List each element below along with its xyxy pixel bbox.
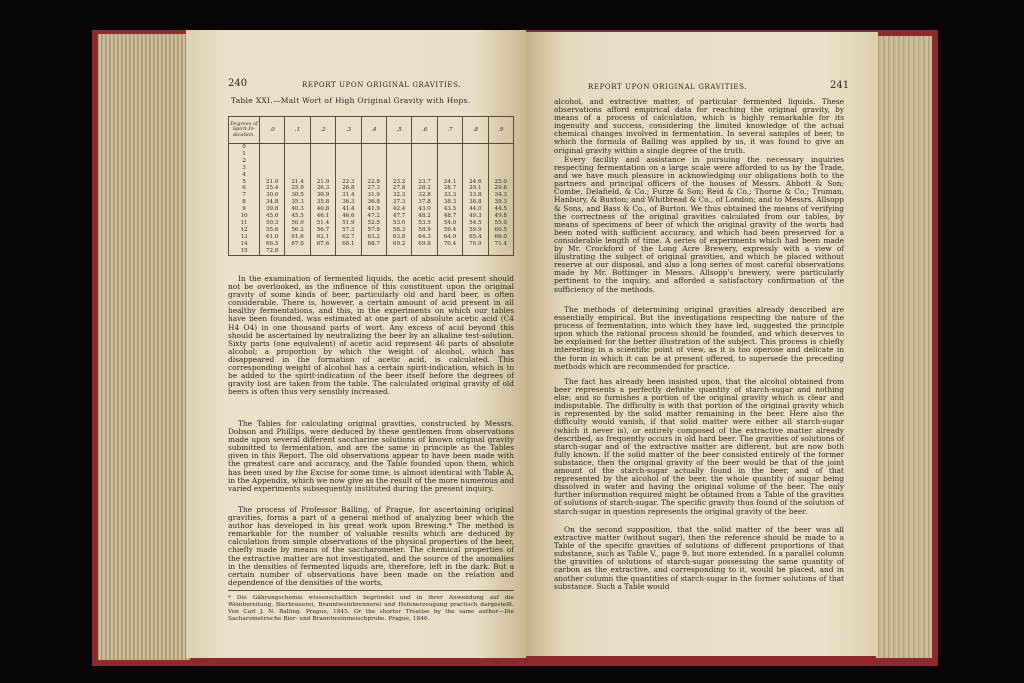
row-degree-cell: 4 — [229, 172, 260, 179]
gravity-cell: 28.2 — [412, 185, 437, 192]
gravity-cell: 58.3 — [386, 227, 411, 234]
gravity-cell — [336, 158, 361, 165]
gravity-cell: 22.3 — [336, 179, 361, 186]
gravity-cell — [260, 144, 285, 151]
gravity-cell: 43.5 — [437, 206, 462, 213]
gravity-cell — [488, 165, 513, 172]
right-page — [526, 32, 878, 656]
gravity-cell — [437, 151, 462, 158]
gravity-cell — [463, 144, 488, 151]
gravity-cell: 42.4 — [386, 206, 411, 213]
gravity-cell — [412, 165, 437, 172]
table-body — [229, 144, 514, 256]
gravity-cell — [488, 172, 513, 179]
gravity-cell — [336, 151, 361, 158]
gravity-cell — [310, 165, 335, 172]
gravity-cell: 41.4 — [336, 206, 361, 213]
gravity-cell — [285, 172, 310, 179]
gravity-cell: 37.8 — [412, 199, 437, 206]
gravity-cell — [386, 144, 411, 151]
right-running-head: REPORT UPON ORIGINAL GRAVITIES. — [588, 83, 748, 91]
gravity-cell — [310, 144, 335, 151]
col-header: .9 — [488, 117, 513, 144]
left-paragraph-1: In the examination of fermented liquids, the acetic acid present should not be overlooked, as the influence of this constituent upon the original gravity of some kinds of beer, particularly old and hard beer, is often considerable. There is, however, a certain amount of acid present in all healthy fermentations, and this, in the experiments on which our tables have been founded, was estimated at one part of absolute acetic acid (C4 H4 O4) in one thousand parts of wort. Any excess of acid beyond this should be ascertained by neutralizing the beer by an alkaline test-solution. Sixty parts (one equivalent) of acetic acid represent 46 parts of absolute alcohol; a proportion by which the weight of alcohol, which has disappeared in the formation of acetic acid, is calculated. This corresponding weight of alcohol has a certain spirit-indication, which is to be added to the spirit-indication of the beer itself before the degrees of gravity lost are taken from the table. The calculated original gravity of old beers is often thus very sensibly increased. — [228, 274, 514, 397]
gravity-cell: 69.2 — [386, 241, 411, 248]
gravity-cell: 25.9 — [285, 185, 310, 192]
gravity-cell: 52.5 — [361, 220, 386, 227]
gravity-cell: 67.0 — [285, 241, 310, 248]
col-header: .0 — [260, 117, 285, 144]
gravity-cell — [437, 144, 462, 151]
gravity-cell — [361, 158, 386, 165]
gravity-cell: 65.4 — [463, 234, 488, 241]
table-row — [229, 206, 514, 213]
gravity-cell — [361, 151, 386, 158]
table-row — [229, 248, 514, 255]
gravity-cell: 61.0 — [260, 234, 285, 241]
gravity-cell — [463, 172, 488, 179]
gravity-cell: 24.6 — [463, 179, 488, 186]
gravity-cell: 36.3 — [336, 199, 361, 206]
row-degree-cell: 6 — [229, 185, 260, 192]
gravity-cell: 45.0 — [260, 213, 285, 220]
gravity-cell: 57.8 — [361, 227, 386, 234]
gravity-cell — [437, 172, 462, 179]
gravity-cell: 36.8 — [361, 199, 386, 206]
gravity-cell — [412, 151, 437, 158]
table-row — [229, 199, 514, 206]
gravity-cell: 39.8 — [260, 206, 285, 213]
gravity-cell: 33.8 — [463, 192, 488, 199]
row-degree-cell: 0 — [229, 144, 260, 151]
gravity-cell: 49.3 — [463, 213, 488, 220]
row-degree-cell: 3 — [229, 165, 260, 172]
gravity-cell: 59.9 — [463, 227, 488, 234]
gravity-cell: 23.2 — [386, 179, 411, 186]
gravity-cell — [437, 248, 462, 255]
left-page — [186, 30, 526, 658]
gravity-cell: 59.4 — [437, 227, 462, 234]
gravity-cell — [412, 158, 437, 165]
table-header-row — [229, 117, 514, 144]
gravity-cell: 34.8 — [260, 199, 285, 206]
gravity-cell — [310, 151, 335, 158]
gravity-cell — [463, 151, 488, 158]
gravity-cell — [260, 158, 285, 165]
right-paragraph-4: The fact has already been insisted upon, that the alcohol obtained from beer represents a perfectly definite quantity of starch-sugar and nothing else; and so furnishes a portion of the original gravity which is clear and indisputable. The difficulty is with that portion of the original gravity which is represented by the solid matter remaining in the beer. Here also the difficulty would vanish, if that solid matter were either all starch-sugar (which it never is), or entirely composed of the extractive matter already described, as frequently occurs in old hard beer. The gravities of solutions of starch-sugar and of the extractive matter are different, but are now both fully known. If the solid matter of the beer consisted entirely of the former substance, then the original gravity of the beer would be that of the joint amount of the starch-sugar actually found in the beer, and of that represented by the alcohol of the beer, the whole quantity of sugar being dissolved in water and having the original volume of the beer. The only further information required might be obtained from a Table of the gravities of solutions of starch-sugar. The specific gravity thus found of the solution of starch-sugar in question represents the original gravity of the beer. — [554, 377, 844, 516]
gravity-cell: 50.9 — [285, 220, 310, 227]
gravity-cell: 58.9 — [412, 227, 437, 234]
gravity-cell: 35.8 — [310, 199, 335, 206]
gravity-cell: 51.9 — [336, 220, 361, 227]
right-page-number: 241 — [830, 80, 850, 91]
gravity-cell — [488, 248, 513, 255]
gravity-cell: 56.2 — [285, 227, 310, 234]
gravity-cell — [361, 165, 386, 172]
gravity-cell — [386, 172, 411, 179]
col-header: .7 — [437, 117, 462, 144]
col-header: .5 — [386, 117, 411, 144]
gravity-cell — [310, 172, 335, 179]
gravity-cell: 68.1 — [336, 241, 361, 248]
gravity-cell: 32.8 — [412, 192, 437, 199]
gravity-cell: 62.7 — [336, 234, 361, 241]
gravity-cell — [463, 248, 488, 255]
gravity-cell — [488, 158, 513, 165]
gravity-cell — [437, 165, 462, 172]
table-row — [229, 158, 514, 165]
gravity-cell — [437, 158, 462, 165]
gravity-cell — [488, 144, 513, 151]
gravity-cell: 60.5 — [488, 227, 513, 234]
gravity-cell: 38.8 — [463, 199, 488, 206]
gravity-cell: 31.9 — [361, 192, 386, 199]
gravity-cell — [285, 144, 310, 151]
table-row — [229, 227, 514, 234]
gravity-cell: 39.3 — [488, 199, 513, 206]
gravity-cell — [386, 248, 411, 255]
gravity-cell — [310, 248, 335, 255]
left-running-head: REPORT UPON ORIGINAL GRAVITIES. — [302, 81, 462, 89]
gravity-cell — [336, 248, 361, 255]
gravity-cell — [386, 151, 411, 158]
row-degree-cell: 14 — [229, 241, 260, 248]
gravity-cell: 71.4 — [488, 241, 513, 248]
gravity-table — [228, 116, 514, 256]
gravity-cell — [361, 172, 386, 179]
gravity-cell — [361, 144, 386, 151]
table-row — [229, 179, 514, 186]
gravity-cell — [285, 248, 310, 255]
col-header: .1 — [285, 117, 310, 144]
gravity-cell: 21.0 — [260, 179, 285, 186]
gravity-cell: 33.3 — [437, 192, 462, 199]
table-row — [229, 192, 514, 199]
gravity-cell: 64.3 — [412, 234, 437, 241]
gravity-cell: 51.4 — [310, 220, 335, 227]
gravity-cell: 40.3 — [285, 206, 310, 213]
gravity-cell: 44.5 — [488, 206, 513, 213]
gravity-cell: 27.3 — [361, 185, 386, 192]
gravity-cell: 23.7 — [412, 179, 437, 186]
gravity-cell: 49.8 — [488, 213, 513, 220]
gravity-cell: 31.4 — [336, 192, 361, 199]
gravity-cell: 21.4 — [285, 179, 310, 186]
table-row — [229, 185, 514, 192]
gravity-cell: 63.2 — [361, 234, 386, 241]
gravity-cell: 40.8 — [310, 206, 335, 213]
gravity-cell — [260, 151, 285, 158]
gravity-cell: 66.5 — [260, 241, 285, 248]
gravity-cell: 45.5 — [285, 213, 310, 220]
gravity-cell: 61.6 — [285, 234, 310, 241]
row-degree-cell: 5 — [229, 179, 260, 186]
col-header: .4 — [361, 117, 386, 144]
gravity-cell: 70.9 — [463, 241, 488, 248]
gravity-cell: 28.7 — [437, 185, 462, 192]
gravity-cell: 27.8 — [386, 185, 411, 192]
table-corner-header: Degrees of Spirit-In-dication. — [229, 117, 260, 144]
row-degree-cell: 12 — [229, 227, 260, 234]
gravity-cell: 48.2 — [412, 213, 437, 220]
col-header: .2 — [310, 117, 335, 144]
left-paragraph-2: The Tables for calculating original gravities, constructed by Messrs. Dobson and Phillips, were deduced by these gentlemen from observations made upon several different saccharine solutions of known original gravity submitted to fermentation, and are the same in principle as the Tables given in this Report. The old observations appear to have been made with the greatest care and accuracy, and the Table founded upon them, which has been used by the Excise for some time, is almost identical with Table A, in the Appendix, which we now give as the result of the more numerous and varied experiments subsequently instituted during the present inquiry. — [228, 419, 514, 493]
table-row — [229, 234, 514, 241]
right-paragraph-3: The methods of determining original gravities already described are essentially empirical. But the investigations respecting the nature of the process of fermentation, into which they have led, suggested the principle upon which the rational process should be founded, and which deserves to be explained for the better illustration of the subject. This process is chiefly interesting in a scientific point of view, as it is too operose and delicate in the form in which it can be at present offered, to supersede the preceding methods which are recommended for practice. — [554, 305, 844, 371]
table-row — [229, 165, 514, 172]
gravity-cell: 50.3 — [260, 220, 285, 227]
gravity-cell: 43.0 — [412, 206, 437, 213]
gravity-cell: 47.7 — [386, 213, 411, 220]
gravity-cell — [361, 248, 386, 255]
gravity-cell: 64.9 — [437, 234, 462, 241]
gravity-cell: 32.3 — [386, 192, 411, 199]
row-degree-cell: 10 — [229, 213, 260, 220]
gravity-cell: 35.3 — [285, 199, 310, 206]
table-row — [229, 172, 514, 179]
left-page-number: 240 — [228, 78, 248, 89]
gravity-cell: 68.7 — [361, 241, 386, 248]
right-paragraph-1: alcohol, and extractive matter, of particular fermented liquids. These observations afford empirical data for reaching the original gravity, by means of a process of calculation, which is highly remarkable for its ingenuity and success, considering the limited knowledge of the actual chemical changes involved in fermentation. In several samples of beer, to which the formula of Balling was applied by us, it was found to give an original gravity within a single degree of the truth. — [554, 97, 844, 155]
gravity-cell: 41.9 — [361, 206, 386, 213]
gravity-cell: 70.4 — [437, 241, 462, 248]
col-header: .3 — [336, 117, 361, 144]
gravity-cell — [412, 248, 437, 255]
table-row — [229, 213, 514, 220]
row-degree-cell: 2 — [229, 158, 260, 165]
gravity-cell: 30.9 — [310, 192, 335, 199]
gravity-cell — [412, 144, 437, 151]
right-page-edges — [876, 36, 932, 658]
right-paragraph-5: On the second supposition, that the solid matter of the beer was all extractive matter (without sugar), then the reference should be made to a Table of the specific gravities of solutions of different proportions of that substance, such as Table V., page 9, but more extended. In a parallel column the gravities of solutions of starch-sugar possessing the same quantity of carbon as the extractive, and corresponding to it, would be placed, and in another column the quantities of starch-sugar in the former solutions of that substance. Such a Table would — [554, 525, 844, 591]
gravity-cell: 46.6 — [336, 213, 361, 220]
table-row — [229, 151, 514, 158]
gravity-cell: 55.0 — [488, 220, 513, 227]
table-row — [229, 220, 514, 227]
gravity-cell: 53.5 — [412, 220, 437, 227]
row-degree-cell: 7 — [229, 192, 260, 199]
gravity-cell — [488, 151, 513, 158]
left-paragraph-3: The process of Professor Balling, of Prague, for ascertaining original gravities, forms a part of a general method of analyzing beer which the author has developed in his great work upon Brewing.* The method is remarkable for the number of valuable results which are deduced by calculation from simple observations of the physical properties of the beer, chiefly made by means of the saccharometer. The chemical properties of the extractive matter are not investigated, and the source of the anomalies in the densities of fermented liquids are, therefore, left in the dark. But a certain number of observations have been made on the relation and dependence of the densities of the worts, — [228, 505, 514, 587]
gravity-cell — [260, 172, 285, 179]
row-degree-cell: 1 — [229, 151, 260, 158]
gravity-cell: 67.6 — [310, 241, 335, 248]
row-degree-cell: 13 — [229, 234, 260, 241]
gravity-cell: 54.5 — [463, 220, 488, 227]
gravity-cell: 29.1 — [463, 185, 488, 192]
gravity-cell: 66.0 — [488, 234, 513, 241]
gravity-cell: 37.3 — [386, 199, 411, 206]
gravity-cell: 57.3 — [336, 227, 361, 234]
footnote-rule — [228, 590, 514, 591]
gravity-cell: 26.3 — [310, 185, 335, 192]
gravity-cell — [285, 151, 310, 158]
gravity-cell: 62.1 — [310, 234, 335, 241]
gravity-cell — [386, 158, 411, 165]
row-degree-cell: 11 — [229, 220, 260, 227]
gravity-cell — [412, 172, 437, 179]
gravity-cell — [336, 144, 361, 151]
right-paragraph-2: Every facility and assistance in pursuing the necessary inquiries respecting fermentation on a large scale were afforded to us by the Trade, and we have much pleasure in acknowledging our obligations both to the partners and principal officers of the houses of Messrs. Abbott & Son; Combe, Delafield, & Co.; Furze & Son; Reid & Co.; Thorne & Co.; Truman, Hanbury, & Buxton; and Whitbread & Co., of London; and to Messrs. Allsopp & Sons, and Bass & Co., of Burton. We thus obtained the means of verifying the correctness of the original gravities calculated from our tables, by means of specimens of beer of which the original gravity of the worts had been noted with sufficient accuracy, and which had been preserved for a considerable length of time. A series of experiments which had been made by Mr. Crockford of the Long Acre Brewery, expressly with a view of illustrating the subject of original gravities, and which he placed without reserve at our disposal, and also a long series of most careful observations made by Mr. Bottinger in Messrs. Allsopp's brewery, were particularly pertinent to the inquiry, and afforded a satisfactory confirmation of the sufficiency of the methods. — [554, 155, 844, 294]
gravity-cell: 22.8 — [361, 179, 386, 186]
gravity-cell: 24.1 — [437, 179, 462, 186]
table-row — [229, 144, 514, 151]
col-header: .6 — [412, 117, 437, 144]
gravity-cell: 30.5 — [285, 192, 310, 199]
gravity-cell: 25.4 — [260, 185, 285, 192]
gravity-cell — [285, 165, 310, 172]
gravity-cell: 56.7 — [310, 227, 335, 234]
gravity-cell: 55.6 — [260, 227, 285, 234]
col-header: .8 — [463, 117, 488, 144]
gravity-cell — [260, 165, 285, 172]
row-degree-cell: 15 — [229, 248, 260, 255]
left-page-edges — [98, 34, 190, 660]
gravity-cell — [336, 165, 361, 172]
row-degree-cell: 9 — [229, 206, 260, 213]
gravity-cell: 54.0 — [437, 220, 462, 227]
gravity-cell: 30.0 — [260, 192, 285, 199]
gravity-cell — [336, 172, 361, 179]
gravity-cell — [386, 165, 411, 172]
gravity-cell — [310, 158, 335, 165]
gravity-cell: 34.3 — [488, 192, 513, 199]
gravity-cell: 25.0 — [488, 179, 513, 186]
gravity-cell: 53.0 — [386, 220, 411, 227]
gravity-cell: 38.3 — [437, 199, 462, 206]
gravity-cell: 21.9 — [310, 179, 335, 186]
gravity-cell: 63.8 — [386, 234, 411, 241]
row-degree-cell: 8 — [229, 199, 260, 206]
gravity-cell: 69.8 — [412, 241, 437, 248]
gravity-cell: 48.7 — [437, 213, 462, 220]
gravity-cell: 29.6 — [488, 185, 513, 192]
gravity-cell: 46.1 — [310, 213, 335, 220]
gravity-cell — [285, 158, 310, 165]
gravity-cell: 72.0 — [260, 248, 285, 255]
gravity-cell: 47.2 — [361, 213, 386, 220]
table-title: Table XXI.—Malt Wort of High Original Gravity with Hops. — [231, 96, 471, 105]
table-row — [229, 241, 514, 248]
gravity-cell — [463, 158, 488, 165]
gravity-cell — [463, 165, 488, 172]
gravity-cell: 44.0 — [463, 206, 488, 213]
gravity-cell: 26.8 — [336, 185, 361, 192]
footnote: * Die Gährungschemie wissenschaftlich begründet und in ihrer Anwendung auf die Weinbereitung, Bierbrauerei, Branntweinbrennerei und Hefenerzeugung practisch dargestellt. Von Carl J. N. Balling. Prague, 1845. Or the shorter Treatise by the same author—Die Sacharometrische Bier- und Branntweinmeischprobe. Prague, 1846. — [228, 595, 514, 622]
